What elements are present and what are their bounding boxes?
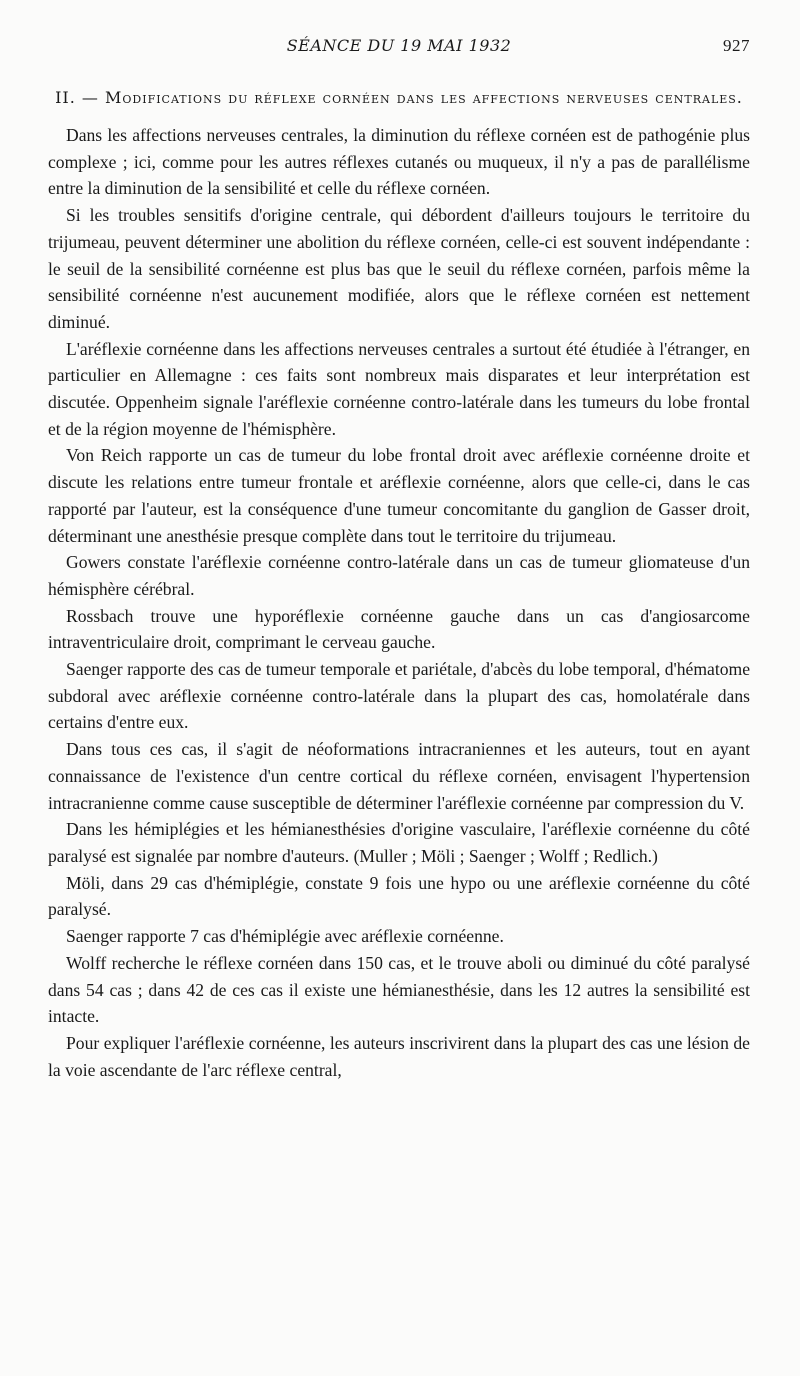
paragraph: Si les troubles sensitifs d'origine centrale, qui débordent d'ailleurs toujours le territoire du trijumeau, peuvent déterminer une abolition du réflexe cornéen, celle-ci est souvent indépendante : le seuil de la sensibilité cornéenne est plus bas que le seuil du réflexe cornéen, parfois même la sensibilité cornéenne n'est aucunement modifiée, alors que le réflexe cornéen est nettement diminué. bbox=[48, 205, 750, 332]
paragraph: Möli, dans 29 cas d'hémiplégie, constate 9 fois une hypo ou une aréflexie cornéenne du côté paralysé. bbox=[48, 872, 750, 920]
paragraph: Dans tous ces cas, il s'agit de néoformations intracraniennes et les auteurs, tout en ayant connaissance de l'existence d'un centre cortical du réflexe cornéen, envisagent l'hypertension intracranienne comme cause susceptible de déterminer l'aréflexie cornéenne par compression du V. bbox=[48, 739, 750, 813]
paragraph: L'aréflexie cornéenne dans les affections nerveuses centrales a surtout été étudiée à l'étranger, en particulier en Allemagne : ces faits sont nombreux mais disparates et leur interprétation est discutée. Oppenheim signale l'aréflexie cornéenne contro-latérale dans les tumeurs du lobe frontal et de la région moyenne de l'hémisphère. bbox=[48, 338, 750, 439]
body-text bbox=[48, 122, 750, 1083]
page-number: 927 bbox=[723, 36, 750, 55]
paragraph: Dans les hémiplégies et les hémianesthésies d'origine vasculaire, l'aréflexie cornéenne du côté paralysé est signalée par nombre d'auteurs. (Muller ; Möli ; Saenger ; Wolff ; Redlich.) bbox=[48, 819, 750, 866]
section-number: II. — bbox=[55, 88, 99, 107]
paragraph: Saenger rapporte des cas de tumeur temporale et pariétale, d'abcès du lobe temporal, d'hématome subdoral avec aréflexie cornéenne contro-latérale dans la plupart des cas, homolatérale dans certains d'entre eux. bbox=[48, 659, 750, 733]
section-heading bbox=[48, 84, 750, 112]
paragraph: Gowers constate l'aréflexie cornéenne contro-latérale dans un cas de tumeur gliomateuse d'un hémisphère cérébral. bbox=[48, 552, 750, 599]
paragraph: Von Reich rapporte un cas de tumeur du lobe frontal droit avec aréflexie cornéenne droite et discute les relations entre tumeur frontale et aréflexie cornéenne, alors que celle-ci, dans le cas rapporté par l'auteur, est la conséquence d'une tumeur concomitante du ganglion de Gasser droit, déterminant une anesthésie presque complète dans tout le territoire du trijumeau. bbox=[48, 445, 750, 546]
paragraph: Wolff recherche le réflexe cornéen dans 150 cas, et le trouve aboli ou diminué du côté paralysé dans 54 cas ; dans 42 de ces cas il existe une hémianesthésie, dans les 12 autres la sensibilité est intacte. bbox=[48, 952, 750, 1027]
section-title: Modifications du réflexe cornéen dans les affections nerveuses centrales. bbox=[105, 88, 743, 107]
running-title: SÉANCE DU 19 MAI 1932 bbox=[286, 36, 512, 55]
paragraph: Pour expliquer l'aréflexie cornéenne, les auteurs inscrivirent dans la plupart des cas une lésion de la voie ascendante de l'arc réflexe central, bbox=[48, 1032, 750, 1080]
paragraph: Rossbach trouve une hyporéflexie cornéenne gauche dans un cas d'angiosarcome intraventriculaire droit, comprimant le cerveau gauche. bbox=[48, 605, 750, 653]
paragraph: Dans les affections nerveuses centrales, la diminution du réflexe cornéen est de pathogénie plus complexe ; ici, comme pour les autres réflexes cutanés ou muqueux, il n'y a pas de parallélisme entre la diminution de la sensibilité et celle du réflexe cornéen. bbox=[48, 125, 750, 199]
paragraph: Saenger rapporte 7 cas d'hémiplégie avec aréflexie cornéenne. bbox=[66, 926, 504, 947]
running-head bbox=[48, 36, 750, 62]
